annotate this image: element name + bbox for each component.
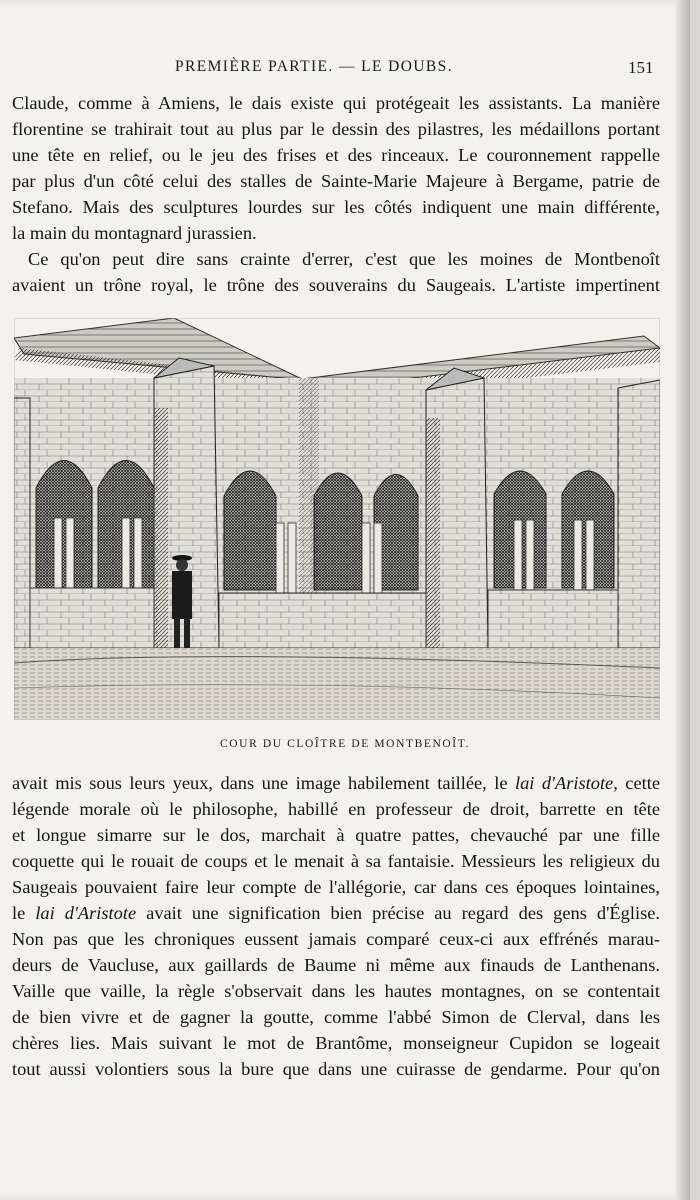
text-line: par plus d'un côté celui des stalles de Sainte-Marie Majeure à Bergame, patrie de bbox=[12, 171, 660, 191]
text-line: Vaille que vaille, la règle s'observait dans les hautes montagnes, on se contentait bbox=[12, 981, 660, 1001]
text-line: deurs de Vaucluse, aux gaillards de Baume ni même aux finauds de Lanthenans. bbox=[12, 955, 660, 975]
text-line: Saugeais pouvaient faire leur compte de l'allégorie, car dans ces époques lointaines, bbox=[12, 877, 660, 897]
top-text-block bbox=[12, 90, 660, 298]
text-line: Ce qu'on peut dire sans crainte d'errer, c'est que les moines de Montbenoît bbox=[28, 249, 660, 269]
text-line: tout aussi volontiers sous la bure que dans une cuirasse de gendarme. Pour qu'on bbox=[12, 1059, 660, 1079]
text-line: florentine se trahirait tout au plus par le dessin des pilastres, les médaillons portant bbox=[12, 119, 660, 139]
courtyard-ground bbox=[14, 648, 660, 720]
text-line: Claude, comme à Amiens, le dais existe qui protégeait les assistants. La manière bbox=[12, 93, 660, 113]
text-line: coquette qui le rouait de coups et le menait à sa fantaisie. Messieurs les religieux du bbox=[12, 851, 660, 871]
low-wall bbox=[30, 588, 618, 648]
text-line: de bien vivre et de gagner la goutte, comme l'abbé Simon de Clerval, dans les bbox=[12, 1007, 660, 1027]
text-line: et longue simarre sur le dos, marchait à quatre pattes, chevauché par une fille bbox=[12, 825, 660, 845]
page-number: 151 bbox=[628, 58, 654, 77]
text-line: avaient un trône royal, le trône des souverains du Saugeais. L'artiste impertinent bbox=[12, 275, 660, 295]
page-header bbox=[0, 58, 690, 84]
text-line: Stefano. Mais des sculptures lourdes sur les côtés indiquent une main différente, bbox=[12, 197, 660, 217]
text-line: avait mis sous leurs yeux, dans une image habilement taillée, le lai d'Aristote, cette bbox=[12, 773, 660, 793]
text-line: le lai d'Aristote avait une signification bien précise au regard des gens d'Église. bbox=[12, 903, 660, 923]
running-head: PREMIÈRE PARTIE. — LE DOUBS. bbox=[175, 58, 453, 75]
page-edge-shadow bbox=[676, 0, 690, 1200]
text-line: Non pas que les chroniques eussent jamais comparé ceux-ci aux effrénés marau- bbox=[12, 929, 660, 949]
illustration-caption: COUR DU CLOÎTRE DE MONTBENOÎT. bbox=[220, 738, 470, 750]
text-line: légende morale où le philosophe, habillé en professeur de droit, barrette en tête bbox=[12, 799, 660, 819]
text-line: chères lies. Mais suivant le mot de Brantôme, monseigneur Cupidon se logeait bbox=[12, 1033, 660, 1053]
bottom-text-block bbox=[12, 770, 660, 1082]
text-line: la main du montagnard jurassien. bbox=[12, 223, 257, 243]
text-line: une tête en relief, ou le jeu des frises et des rinceaux. Le couronnement rappelle bbox=[12, 145, 660, 165]
cloister-engraving bbox=[14, 318, 660, 720]
